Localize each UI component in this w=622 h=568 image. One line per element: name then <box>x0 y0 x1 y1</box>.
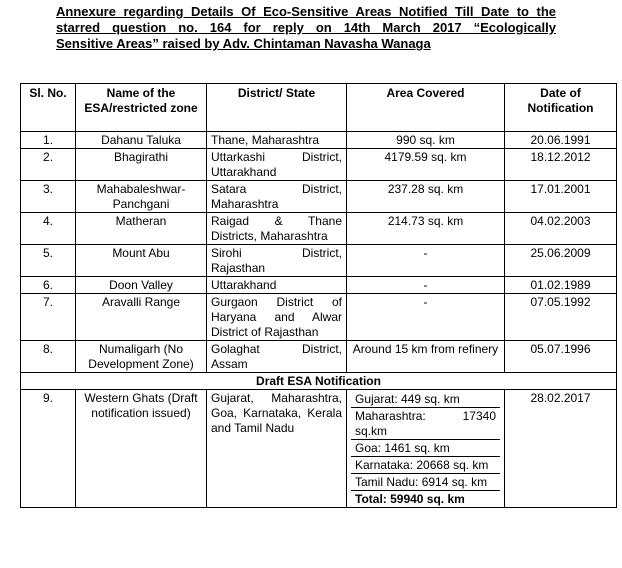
cell-district: Uttarkashi District, Uttarakhand <box>207 149 347 181</box>
header-area: Area Covered <box>347 84 505 132</box>
heading-line-1: Annexure regarding Details Of Eco-Sensitive Areas Notified Till Date to the <box>56 4 556 19</box>
cell-name: Matheran <box>76 213 207 245</box>
draft-heading-row <box>21 373 617 390</box>
cell-district: Gujarat, Maharashtra, Goa, Karnataka, Kerala and Tamil Nadu <box>207 390 347 508</box>
cell-sl: 8. <box>21 341 76 373</box>
cell-date: 18.12.2012 <box>505 149 617 181</box>
cell-name: Western Ghats (Draft notification issued) <box>76 390 207 508</box>
cell-name: Aravalli Range <box>76 294 207 341</box>
table-row <box>21 341 617 373</box>
area-total: Total: 59940 sq. km <box>355 492 465 506</box>
cell-sl: 7. <box>21 294 76 341</box>
area-breakdown-table <box>351 391 500 507</box>
esa-table <box>20 83 617 508</box>
cell-date: 04.02.2003 <box>505 213 617 245</box>
cell-sl: 2. <box>21 149 76 181</box>
cell-name: Dahanu Taluka <box>76 132 207 149</box>
cell-area: 990 sq. km <box>347 132 505 149</box>
cell-area: 237.28 sq. km <box>347 181 505 213</box>
cell-sl: 4. <box>21 213 76 245</box>
area-item: Goa: 1461 sq. km <box>351 440 500 457</box>
table-row <box>21 132 617 149</box>
cell-sl: 9. <box>21 390 76 508</box>
cell-area: Around 15 km from refinery <box>347 341 505 373</box>
cell-district: Raigad & Thane Districts, Maharashtra <box>207 213 347 245</box>
header-sl-no: Sl. No. <box>21 84 76 132</box>
cell-name: Numaligarh (No Development Zone) <box>76 341 207 373</box>
cell-district: Gurgaon District of Haryana and Alwar District of Rajasthan <box>207 294 347 341</box>
cell-area-breakdown <box>347 390 505 508</box>
cell-area: - <box>347 245 505 277</box>
area-item: Tamil Nadu: 6914 sq. km <box>351 474 500 491</box>
cell-date: 05.07.1996 <box>505 341 617 373</box>
area-item: Gujarat: 449 sq. km <box>351 391 500 408</box>
cell-name: Mahabaleshwar-Panchgani <box>76 181 207 213</box>
cell-district: Thane, Maharashtra <box>207 132 347 149</box>
header-name: Name of the ESA/restricted zone <box>76 84 207 132</box>
header-district: District/ State <box>207 84 347 132</box>
table-row <box>21 277 617 294</box>
cell-name: Bhagirathi <box>76 149 207 181</box>
table-row <box>21 181 617 213</box>
table-row <box>21 149 617 181</box>
table-row <box>21 213 617 245</box>
heading-line-3: Sensitive Areas” raised by Adv. Chintaman Navasha Wanaga <box>56 36 431 51</box>
cell-sl: 3. <box>21 181 76 213</box>
cell-area: 214.73 sq. km <box>347 213 505 245</box>
heading-line-2: starred question no. 164 for reply on 14th March 2017 “Ecologically <box>56 20 556 35</box>
table-row <box>21 294 617 341</box>
cell-date: 20.06.1991 <box>505 132 617 149</box>
cell-sl: 1. <box>21 132 76 149</box>
cell-sl: 6. <box>21 277 76 294</box>
draft-heading: Draft ESA Notification <box>21 373 617 390</box>
area-item: Maharashtra: 17340 sq.km <box>351 408 500 440</box>
table-header-row <box>21 84 617 132</box>
cell-date: 07.05.1992 <box>505 294 617 341</box>
cell-area: - <box>347 277 505 294</box>
cell-name: Doon Valley <box>76 277 207 294</box>
cell-district: Uttarakhand <box>207 277 347 294</box>
table-row <box>21 245 617 277</box>
cell-sl: 5. <box>21 245 76 277</box>
cell-date: 17.01.2001 <box>505 181 617 213</box>
table-row <box>21 390 617 508</box>
cell-area: 4179.59 sq. km <box>347 149 505 181</box>
area-item: Karnataka: 20668 sq. km <box>351 457 500 474</box>
cell-area: - <box>347 294 505 341</box>
cell-date: 01.02.1989 <box>505 277 617 294</box>
cell-name: Mount Abu <box>76 245 207 277</box>
header-date: Date of Notification <box>505 84 617 132</box>
cell-date: 25.06.2009 <box>505 245 617 277</box>
annexure-heading <box>56 4 556 52</box>
cell-district: Satara District, Maharashtra <box>207 181 347 213</box>
cell-district: Golaghat District, Assam <box>207 341 347 373</box>
cell-district: Sirohi District, Rajasthan <box>207 245 347 277</box>
cell-date: 28.02.2017 <box>505 390 617 508</box>
